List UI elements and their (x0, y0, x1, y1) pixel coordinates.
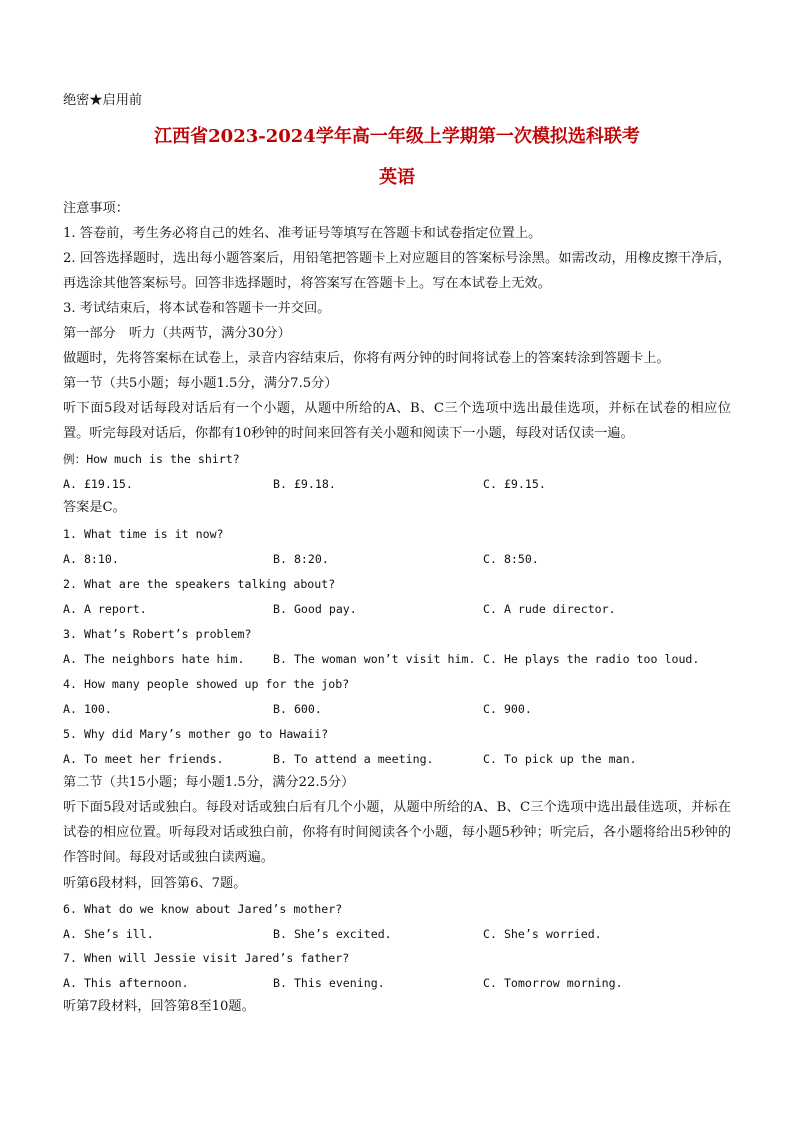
part1-heading: 第一部分 听力（共两节，满分30分） (63, 326, 291, 341)
material-6-label: 听第6段材料，回答第6、7题。 (63, 876, 247, 891)
notes-heading: 注意事项： (63, 201, 129, 216)
question: 4. How many people showed up for the job? (63, 677, 350, 691)
option-b: B. Good pay. (273, 602, 357, 616)
option-a: A. To meet her friends. (63, 752, 224, 766)
option-b: B. 8:20. (273, 552, 329, 566)
example-option-b: B. £9.18. (273, 477, 336, 491)
subject-title: 英语 (379, 167, 415, 188)
option-b: B. She’s excited. (273, 927, 392, 941)
note-3: 3. 考试结束后，将本试卷和答题卡一并交回。 (63, 301, 331, 316)
section2-intro: 听下面5段对话或独白。每段对话或独白后有几个小题，从题中所给的A、B、C三个选项中选出最佳选项，并标在试卷的相应位置。听每段对话或独白前，你将有时间阅读各个小题，每小题5秒钟；听完后，各小题将给出5秒钟的作答时间。每段对话或独白读两遍。 (63, 800, 731, 865)
material-7-label: 听第7段材料，回答第8至10题。 (63, 999, 255, 1014)
option-b: B. This evening. (273, 976, 385, 990)
example-question: 例：How much is the shirt? (63, 452, 240, 466)
part1-intro: 做题时，先将答案标在试卷上，录音内容结束后，你将有两分钟的时间将试卷上的答案转涂到答题卡上。 (63, 351, 670, 366)
question: 1. What time is it now? (63, 527, 224, 541)
option-a: A. The neighbors hate him. (63, 652, 245, 666)
option-a: A. This afternoon. (63, 976, 189, 990)
option-a: A. She’s ill. (63, 927, 154, 941)
option-c: C. 900. (483, 702, 532, 716)
section2-heading: 第二节（共15小题；每小题1.5分，满分22.5分） (63, 775, 355, 790)
question: 5. Why did Mary’s mother go to Hawaii? (63, 727, 329, 741)
option-c: C. A rude director. (483, 602, 616, 616)
option-c: C. He plays the radio too loud. (483, 652, 700, 666)
option-b: B. The woman won’t visit him. (273, 652, 476, 666)
note-2: 2. 回答选择题时，选出每小题答案后，用铅笔把答题卡上对应题目的答案标号涂黑。如需改动，用橡皮擦干净后，再选涂其他答案标号。回答非选择题时，将答案写在答题卡上。写在本试卷上无效。 (63, 251, 731, 291)
option-c: C. 8:50. (483, 552, 539, 566)
example-answer: 答案是C。 (63, 500, 126, 515)
confidential-label: 绝密★启用前 (63, 93, 143, 108)
question: 6. What do we know about Jared’s mother? (63, 902, 343, 916)
question: 2. What are the speakers talking about? (63, 577, 336, 591)
note-1: 1. 答卷前，考生务必将自己的姓名、准考证号等填写在答题卡和试卷指定位置上。 (63, 226, 542, 241)
question: 3. What’s Robert’s problem? (63, 627, 252, 641)
option-a: A. A report. (63, 602, 147, 616)
option-a: A. 8:10. (63, 552, 119, 566)
example-option-c: C. £9.15. (483, 477, 546, 491)
option-b: B. 600. (273, 702, 322, 716)
section1-heading: 第一节（共5小题；每小题1.5分，满分7.5分） (63, 376, 338, 391)
option-c: C. She’s worried. (483, 927, 602, 941)
section1-intro: 听下面5段对话每段对话后有一个小题，从题中所给的A、B、C三个选项中选出最佳选项，并标在试卷的相应位置。听完每段对话后，你都有10秒钟的时间来回答有关小题和阅读下一小题，每段对话仅读一遍。 (63, 401, 731, 441)
example-option-a: A. £19.15. (63, 477, 133, 491)
question: 7. When will Jessie visit Jared’s father? (63, 951, 350, 965)
exam-title: 江西省2023-2024学年高一年级上学期第一次模拟选科联考 (154, 126, 640, 147)
option-c: C. To pick up the man. (483, 752, 637, 766)
option-a: A. 100. (63, 702, 112, 716)
option-b: B. To attend a meeting. (273, 752, 434, 766)
option-c: C. Tomorrow morning. (483, 976, 623, 990)
